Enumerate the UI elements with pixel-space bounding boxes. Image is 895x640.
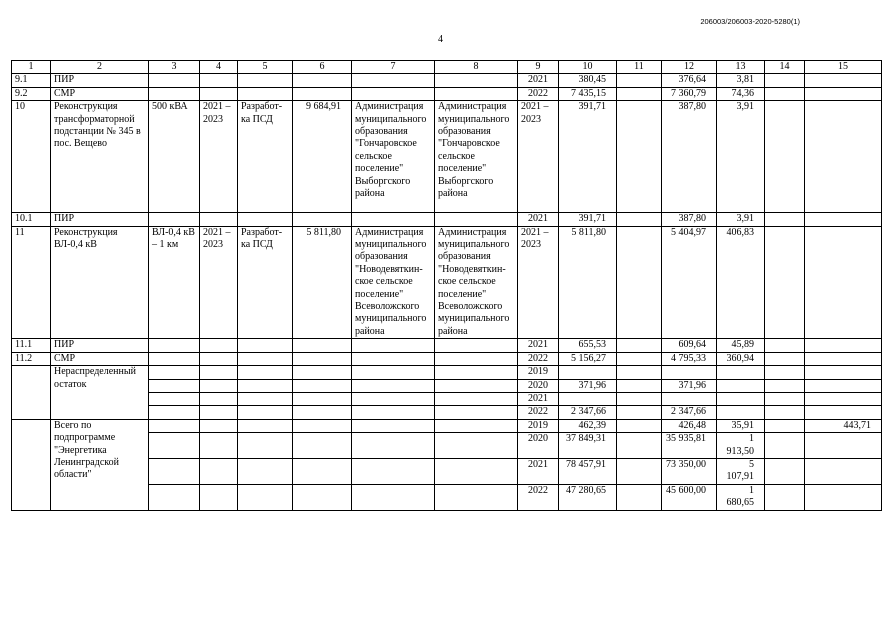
year-cell: 2021 xyxy=(518,458,559,484)
year-cell: 2022 xyxy=(518,406,559,419)
row-title: ПИР xyxy=(51,339,149,352)
table-row xyxy=(12,339,882,352)
row-title: СМР xyxy=(51,352,149,365)
amount-cell: 35,91 xyxy=(717,419,765,432)
amount-cell: 371,96 xyxy=(662,379,717,392)
capacity-cell: 500 кВА xyxy=(149,101,200,213)
col-header: 14 xyxy=(765,61,805,74)
amount-cell xyxy=(662,366,717,379)
cost-cell: 5 811,80 xyxy=(293,226,352,339)
col-header: 6 xyxy=(293,61,352,74)
period-cell: 2021 – 2023 xyxy=(200,101,238,213)
total-cell: 371,96 xyxy=(559,379,617,392)
customer-cell: Администрация муниципального образования "Гончаровское сельское поселение" Выборгского района xyxy=(352,101,435,213)
col-header: 7 xyxy=(352,61,435,74)
total-label: Всего по подпрограмме "Энергетика Ленинградской области" xyxy=(51,419,149,510)
page-number: 4 xyxy=(438,34,443,45)
stage-cell: Разработ-ка ПСД xyxy=(238,101,293,213)
table-row xyxy=(12,352,882,365)
table-row xyxy=(12,213,882,226)
total-cell: 5 156,27 xyxy=(559,352,617,365)
table-row xyxy=(12,226,882,339)
col-header: 10 xyxy=(559,61,617,74)
row-title: СМР xyxy=(51,87,149,100)
year-cell: 2020 xyxy=(518,379,559,392)
amount-cell: 5 107,91 xyxy=(717,458,765,484)
col-header: 2 xyxy=(51,61,149,74)
program-table xyxy=(11,60,882,511)
total-cell xyxy=(559,392,617,405)
amount-cell: 73 350,00 xyxy=(662,458,717,484)
year-cell: 2022 xyxy=(518,352,559,365)
document-id: 206003/206003-2020-5280(1) xyxy=(700,17,800,26)
year-cell: 2020 xyxy=(518,433,559,459)
cost-cell: 9 684,91 xyxy=(293,101,352,213)
year-cell: 2021 – 2023 xyxy=(518,101,559,213)
row-number: 9.2 xyxy=(12,87,51,100)
amount-cell: 360,94 xyxy=(717,352,765,365)
table-row xyxy=(12,419,882,432)
amount-cell: 426,48 xyxy=(662,419,717,432)
total-cell: 380,45 xyxy=(559,74,617,87)
column-numbers-row xyxy=(12,61,882,74)
total-cell: 47 280,65 xyxy=(559,484,617,510)
year-cell: 2019 xyxy=(518,366,559,379)
executor-cell: Администрация муниципального образования "Гончаровское сельское поселение" Выборгского района xyxy=(435,101,518,213)
col-header: 15 xyxy=(805,61,882,74)
col-header: 11 xyxy=(617,61,662,74)
total-cell: 37 849,31 xyxy=(559,433,617,459)
amount-cell: 74,36 xyxy=(717,87,765,100)
col-header: 8 xyxy=(435,61,518,74)
row-number: 11 xyxy=(12,226,51,339)
period-cell: 2021 – 2023 xyxy=(200,226,238,339)
amount-cell xyxy=(662,392,717,405)
amount-cell: 1 913,50 xyxy=(717,433,765,459)
amount-cell: 3,91 xyxy=(717,101,765,213)
year-cell: 2022 xyxy=(518,87,559,100)
total-cell: 2 347,66 xyxy=(559,406,617,419)
amount-cell: 387,80 xyxy=(662,213,717,226)
total-cell xyxy=(559,366,617,379)
total-cell: 462,39 xyxy=(559,419,617,432)
year-cell: 2019 xyxy=(518,419,559,432)
table-row xyxy=(12,101,882,213)
amount-cell xyxy=(805,433,882,459)
amount-cell: 5 404,97 xyxy=(662,226,717,339)
amount-cell: 35 935,81 xyxy=(662,433,717,459)
stage-cell: Разработ-ка ПСД xyxy=(238,226,293,339)
col-header: 5 xyxy=(238,61,293,74)
amount-cell: 4 795,33 xyxy=(662,352,717,365)
amount-cell xyxy=(805,484,882,510)
row-number: 11.2 xyxy=(12,352,51,365)
amount-cell: 387,80 xyxy=(662,101,717,213)
year-cell: 2021 xyxy=(518,339,559,352)
row-number: 10.1 xyxy=(12,213,51,226)
row-number: 11.1 xyxy=(12,339,51,352)
col-header: 13 xyxy=(717,61,765,74)
total-cell: 655,53 xyxy=(559,339,617,352)
table-row xyxy=(12,366,882,379)
row-title: ПИР xyxy=(51,213,149,226)
col-header: 12 xyxy=(662,61,717,74)
year-cell: 2021 – 2023 xyxy=(518,226,559,339)
unallocated-label: Нераспределенный остаток xyxy=(51,366,149,420)
year-cell: 2022 xyxy=(518,484,559,510)
amount-cell: 443,71 xyxy=(805,419,882,432)
total-cell: 391,71 xyxy=(559,213,617,226)
year-cell: 2021 xyxy=(518,392,559,405)
amount-cell: 609,64 xyxy=(662,339,717,352)
total-cell: 391,71 xyxy=(559,101,617,213)
row-title: Реконструкция ВЛ-0,4 кВ xyxy=(51,226,149,339)
year-cell: 2021 xyxy=(518,213,559,226)
col-header: 3 xyxy=(149,61,200,74)
customer-cell: Администрация муниципального образования "Новодевяткин-ское сельское поселение" Всеволожского муниципального района xyxy=(352,226,435,339)
total-cell: 7 435,15 xyxy=(559,87,617,100)
col-header: 1 xyxy=(12,61,51,74)
amount-cell: 3,91 xyxy=(717,213,765,226)
total-cell: 78 457,91 xyxy=(559,458,617,484)
col-header: 4 xyxy=(200,61,238,74)
total-cell: 5 811,80 xyxy=(559,226,617,339)
amount-cell: 1 680,65 xyxy=(717,484,765,510)
row-number: 9.1 xyxy=(12,74,51,87)
amount-cell: 406,83 xyxy=(717,226,765,339)
table-row xyxy=(12,74,882,87)
amount-cell: 45 600,00 xyxy=(662,484,717,510)
row-title: Реконструкция трансформаторной подстанции № 345 в пос. Вещево xyxy=(51,101,149,213)
amount-cell xyxy=(805,458,882,484)
col-header: 9 xyxy=(518,61,559,74)
amount-cell: 376,64 xyxy=(662,74,717,87)
amount-cell: 45,89 xyxy=(717,339,765,352)
amount-cell: 2 347,66 xyxy=(662,406,717,419)
amount-cell: 3,81 xyxy=(717,74,765,87)
row-title: ПИР xyxy=(51,74,149,87)
row-number: 10 xyxy=(12,101,51,213)
executor-cell: Администрация муниципального образования "Новодевяткин-ское сельское поселение" Всеволожского муниципального района xyxy=(435,226,518,339)
amount-cell: 7 360,79 xyxy=(662,87,717,100)
table-row xyxy=(12,87,882,100)
capacity-cell: ВЛ-0,4 кВ – 1 км xyxy=(149,226,200,339)
year-cell: 2021 xyxy=(518,74,559,87)
